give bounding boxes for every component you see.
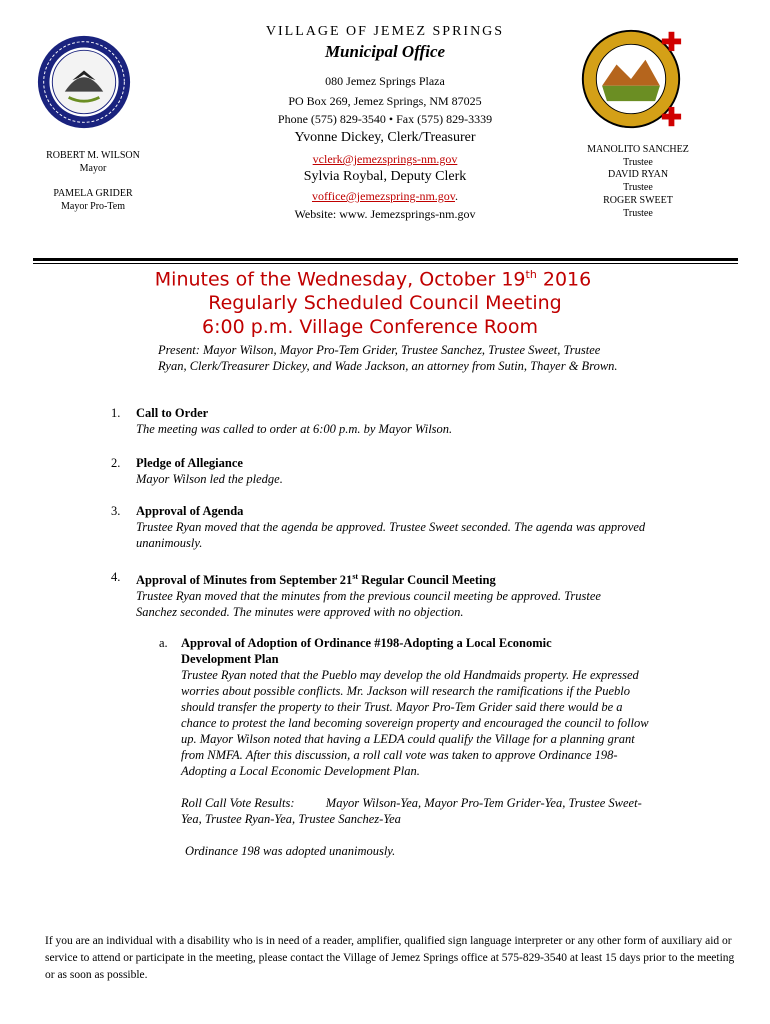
official-name: MANOLITO SANCHEZ xyxy=(587,144,689,155)
agenda-item-3 xyxy=(0,503,662,551)
clerk-email-link[interactable]: vclerk@jemezsprings-nm.gov xyxy=(312,152,458,166)
minutes-title-line-2: Regularly Scheduled Council Meeting xyxy=(208,292,562,314)
attendees-paragraph: Present: Mayor Wilson, Mayor Pro-Tem Grider, Trustee Sanchez, Trustee Sweet, Trustee Ryan, Clerk/Treasurer Dickey, and Wade Jackson, an attorney from Sutin, Thayer & Brown. xyxy=(158,343,618,373)
header-rule-thick xyxy=(33,258,738,261)
ordinance-result: Ordinance 198 was adopted unanimously. xyxy=(185,844,396,858)
agenda-item-4 xyxy=(0,569,630,620)
left-official-2 xyxy=(38,187,148,213)
item-heading: Approval of Minutes from September 21st Regular Council Meeting xyxy=(136,572,496,588)
sub-item-body: Trustee Ryan noted that the Pueblo may develop the old Handmaids property. He expressed worries about possible conflicts. Mr. Jackson will research the ramifications if the Pueblo should transfer the property to their Trust. Mayor Pro-Tem Grider said there would be a chance to protest the land becoming sovereign property and encouraged the council to follow up. Mayor Wilson noted that having a LEDA could qualify the Village for a planning grant from NMFA. After this discussion, a roll call vote was taken to approve Ordinance 198-Adopting a Local Economic Development Plan. xyxy=(181,668,649,778)
village-name: VILLAGE OF JEMEZ SPRINGS xyxy=(265,24,505,39)
address-line-1: 080 Jemez Springs Plaza xyxy=(325,74,445,88)
item-body: The meeting was called to order at 6:00 p.m. by Mayor Wilson. xyxy=(136,422,453,436)
official-role: Mayor Pro-Tem xyxy=(60,201,125,212)
agenda-item-1 xyxy=(0,405,680,437)
sub-item-heading: Approval of Adoption of Ordinance #198-Adopting a Local Economic Development Plan xyxy=(181,636,552,666)
official-name: PAMELA GRIDER xyxy=(53,188,133,199)
official-name: ROBERT M. WILSON xyxy=(46,150,140,161)
item-number: 3. xyxy=(111,504,121,518)
header-rule-thin xyxy=(33,263,738,264)
roll-call-results: Roll Call Vote Results: Mayor Wilson-Yea, Mayor Pro-Tem Grider-Yea, Trustee Sweet-Yea, Trustee Ryan-Yea, Trustee Sanchez-Yea xyxy=(181,796,642,826)
item-body: Mayor Wilson led the pledge. xyxy=(136,472,283,486)
sub-item-a xyxy=(0,635,660,859)
official-name: DAVID RYAN xyxy=(607,169,669,180)
office-name: Municipal Office xyxy=(324,42,446,61)
office-email-suffix: . xyxy=(455,189,458,203)
item-heading: Pledge of Allegiance xyxy=(136,456,243,470)
official-role: Mayor xyxy=(79,163,107,174)
right-official-1 xyxy=(578,143,698,169)
office-email-link[interactable]: voffice@jemezspring-nm.gov xyxy=(311,189,455,203)
minutes-title-line-1: Minutes of the Wednesday, October 19th 2016 xyxy=(154,268,592,291)
agenda-item-2 xyxy=(0,455,680,487)
item-body: Trustee Ryan moved that the minutes from the previous council meeting be approved. Trustee Sanchez seconded. The minutes were approved with no objection. xyxy=(136,589,601,620)
item-body: Trustee Ryan moved that the agenda be approved. Trustee Sweet seconded. The agenda was approved unanimously. xyxy=(136,520,646,550)
clerk-name: Yvonne Dickey, Clerk/Treasurer xyxy=(294,130,476,145)
official-role: Trustee xyxy=(623,208,653,219)
accessibility-notice: If you are an individual with a disability who is in need of a reader, amplifier, qualified sign language interpreter or any other form of auxiliary aid or service to attend or participate in the meeting, please contact the Village of Jemez Springs office at 575-829-3540 at least 15 days prior to the meeting or as soon as possible. xyxy=(45,935,735,981)
minutes-title-line-3: 6:00 p.m. Village Conference Room xyxy=(202,316,538,338)
deputy-clerk-name: Sylvia Roybal, Deputy Clerk xyxy=(303,169,467,184)
sub-item-letter: a. xyxy=(159,636,168,650)
official-name: ROGER SWEET xyxy=(603,195,673,206)
item-number: 1. xyxy=(111,406,121,420)
right-official-3 xyxy=(578,194,698,220)
phone-fax: Phone (575) 829-3540 • Fax (575) 829-3339 xyxy=(277,112,493,126)
item-number: 4. xyxy=(111,570,121,584)
address-line-2: PO Box 269, Jemez Springs, NM 87025 xyxy=(288,94,482,108)
item-number: 2. xyxy=(111,456,121,470)
left-official-1 xyxy=(38,149,148,175)
official-role: Trustee xyxy=(623,182,653,193)
right-official-2 xyxy=(578,168,698,194)
website: Website: www. Jemezsprings-nm.gov xyxy=(294,207,476,221)
item-heading: Call to Order xyxy=(136,406,209,420)
official-role: Trustee xyxy=(623,157,653,168)
item-heading: Approval of Agenda xyxy=(136,504,244,518)
